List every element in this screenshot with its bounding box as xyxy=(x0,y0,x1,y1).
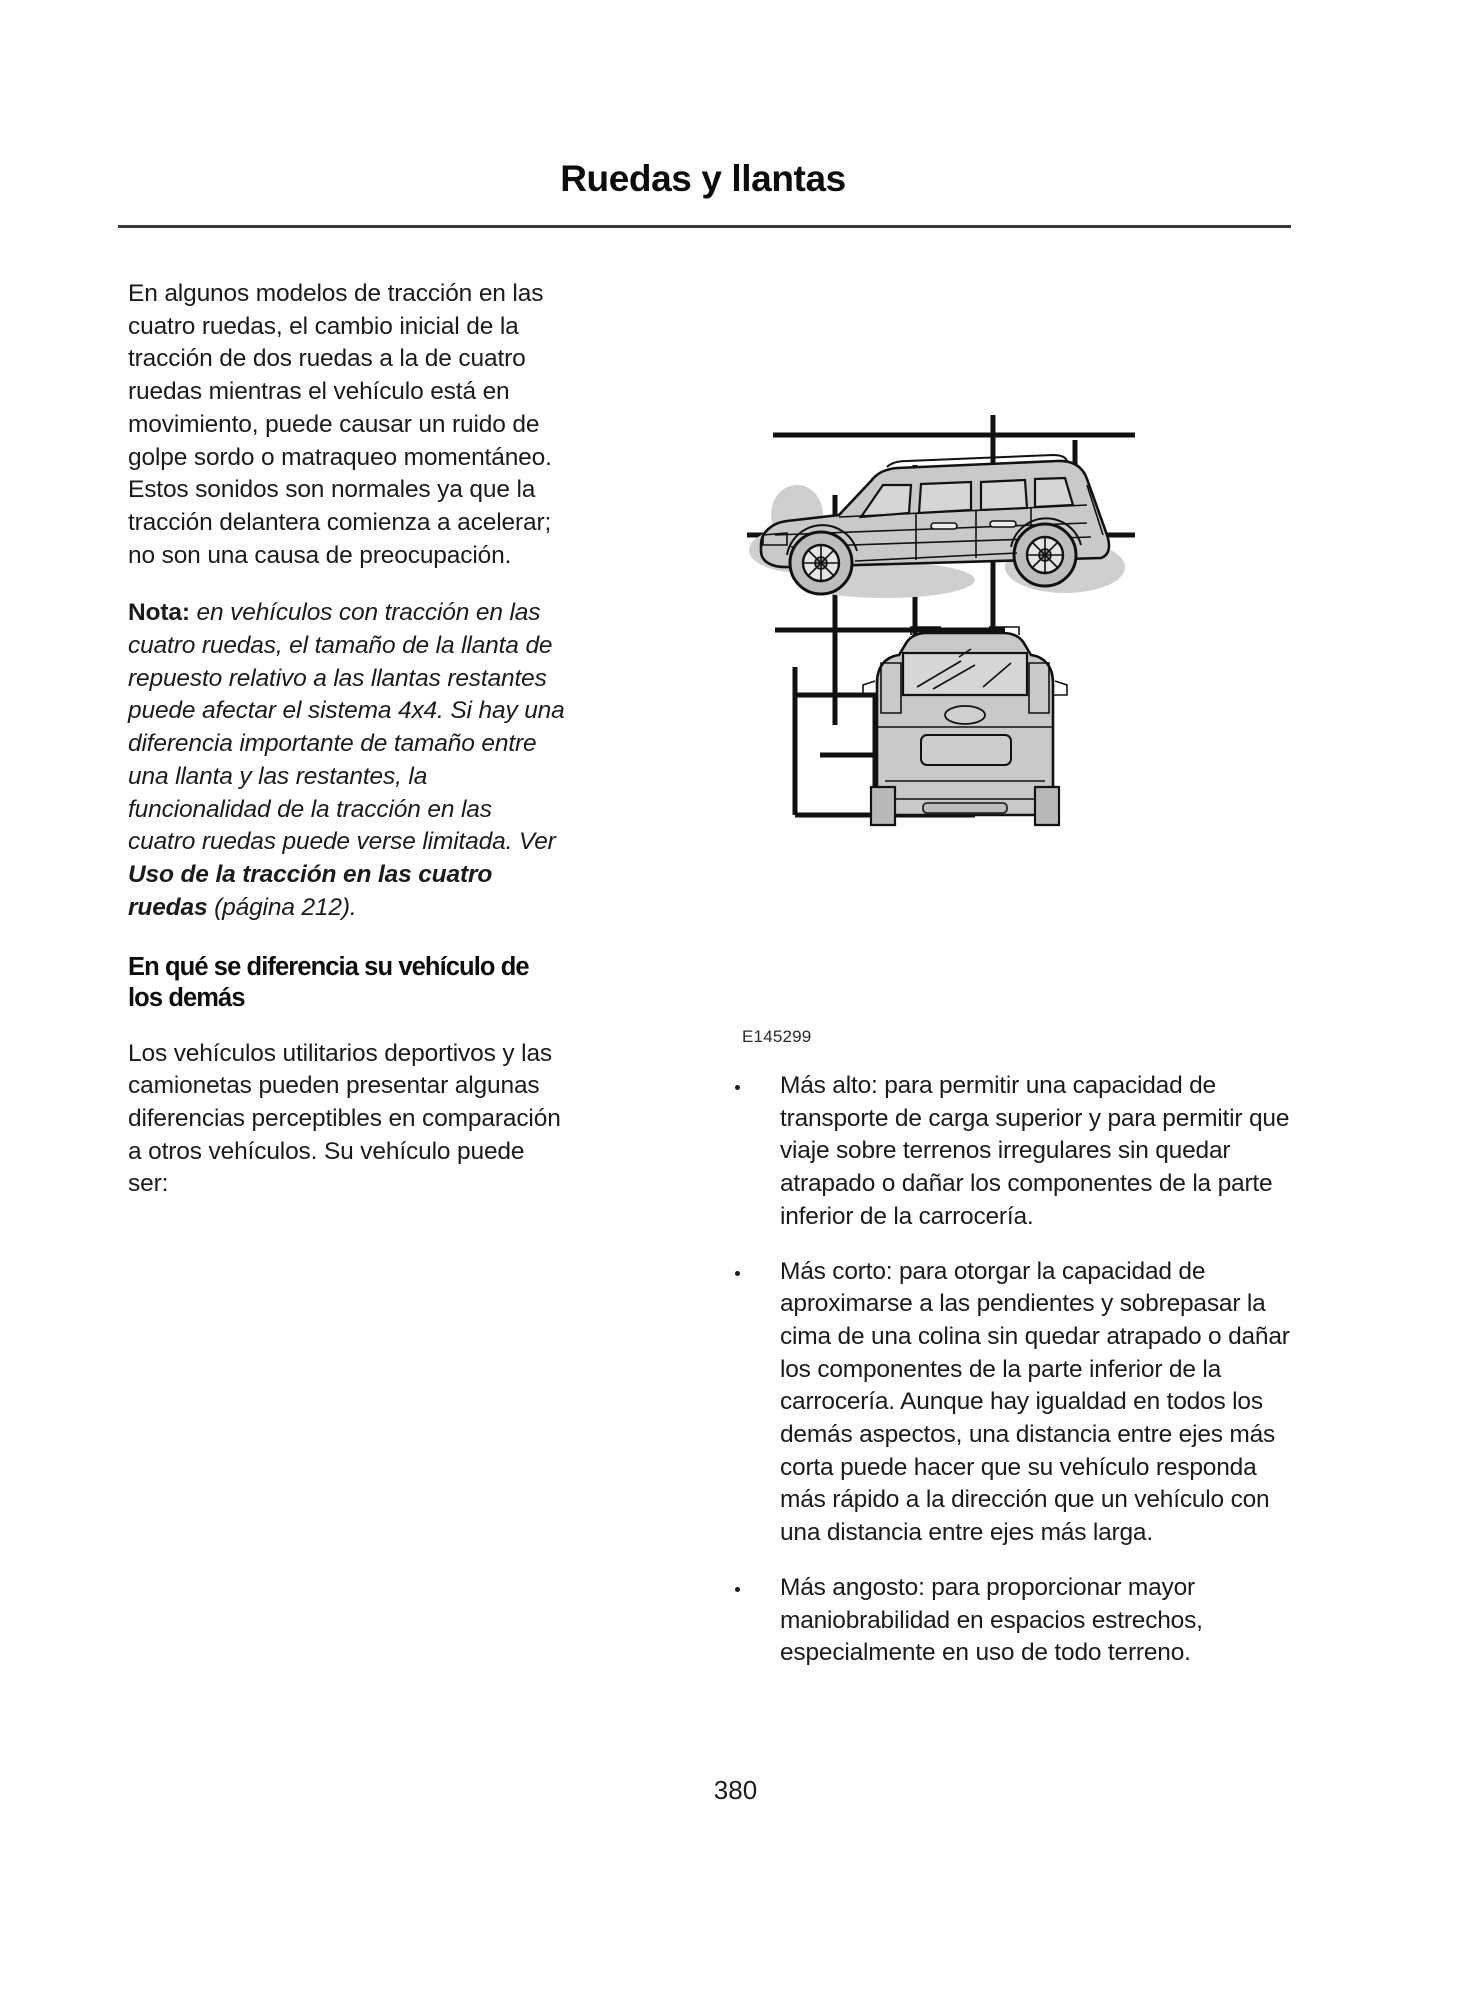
page-title: Ruedas y llantas xyxy=(560,158,846,199)
suv-rear-view xyxy=(863,627,1067,825)
header-divider xyxy=(118,225,1291,228)
bullet-dot-icon xyxy=(735,1271,740,1276)
bullet-dot-icon xyxy=(735,1587,740,1592)
left-column xyxy=(128,278,565,1226)
page-header xyxy=(118,160,1288,199)
feature-bullet-list xyxy=(728,1070,1290,1692)
cross-reference-link[interactable]: Uso de la tracción en las cuatro ruedas xyxy=(128,860,493,921)
front-wheel xyxy=(790,532,852,594)
list-item xyxy=(728,1070,1290,1234)
figure-caption: E145299 xyxy=(742,1027,812,1046)
list-item xyxy=(728,1256,1290,1550)
note-label: Nota: xyxy=(128,599,190,627)
list-item-text: Más angosto: para proporcionar mayor maniobrabilidad en espacios estrechos, especialmente en uso de todo terreno. xyxy=(780,1573,1203,1667)
vehicle-illustration xyxy=(735,395,1290,995)
list-item xyxy=(728,1572,1290,1670)
note-body-after: (página 212). xyxy=(207,893,357,921)
section-paragraph: Los vehículos utilitarios deportivos y las camionetas pueden presentar algunas diferencias perceptibles en comparación a otros vehículos. Su vehículo puede ser: xyxy=(128,1039,561,1198)
list-item-text: Más corto: para otorgar la capacidad de aproximarse a las pendientes y sobrepasar la cima de una colina sin quedar atrapado o dañar los componentes de la parte inferior de la carrocería. Aunque hay igualdad en todos los demás aspectos, una distancia entre ejes más corta puede hacer que su vehículo responda más rápido a la dirección que un vehículo con una distancia entre ejes más larga. xyxy=(780,1257,1290,1547)
rear-wheel xyxy=(1014,524,1076,586)
page-number: 380 xyxy=(713,1775,758,1805)
note-body-before: en vehículos con tracción en las cuatro ruedas, el tamaño de la llanta de repuesto relativo a las llantas restantes puede afectar el sistema 4x4. Si hay una diferencia importante de tamaño entre una llanta y las restantes, la funcionalidad de la tracción en las cuatro ruedas puede verse limitada. Ver xyxy=(128,599,565,856)
section-heading: En qué se diferencia su vehículo de los demás xyxy=(128,953,529,1012)
intro-paragraph: En algunos modelos de tracción en las cuatro ruedas, el cambio inicial de la tracción de dos ruedas a la de cuatro ruedas mientras el vehículo está en movimiento, puede causar un ruido de golpe sordo o matraqueo momentáneo. Estos sonidos son normales ya que la tracción delantera comienza a acelerar; no son una causa de preocupación. xyxy=(128,280,552,569)
bullet-dot-icon xyxy=(735,1085,740,1090)
note-paragraph xyxy=(128,597,565,924)
list-item-text: Más alto: para permitir una capacidad de transporte de carga superior y para permitir que viaje sobre terrenos irregulares sin quedar atrapado o dañar los componentes de la parte inferior de la carrocería. xyxy=(780,1072,1290,1230)
